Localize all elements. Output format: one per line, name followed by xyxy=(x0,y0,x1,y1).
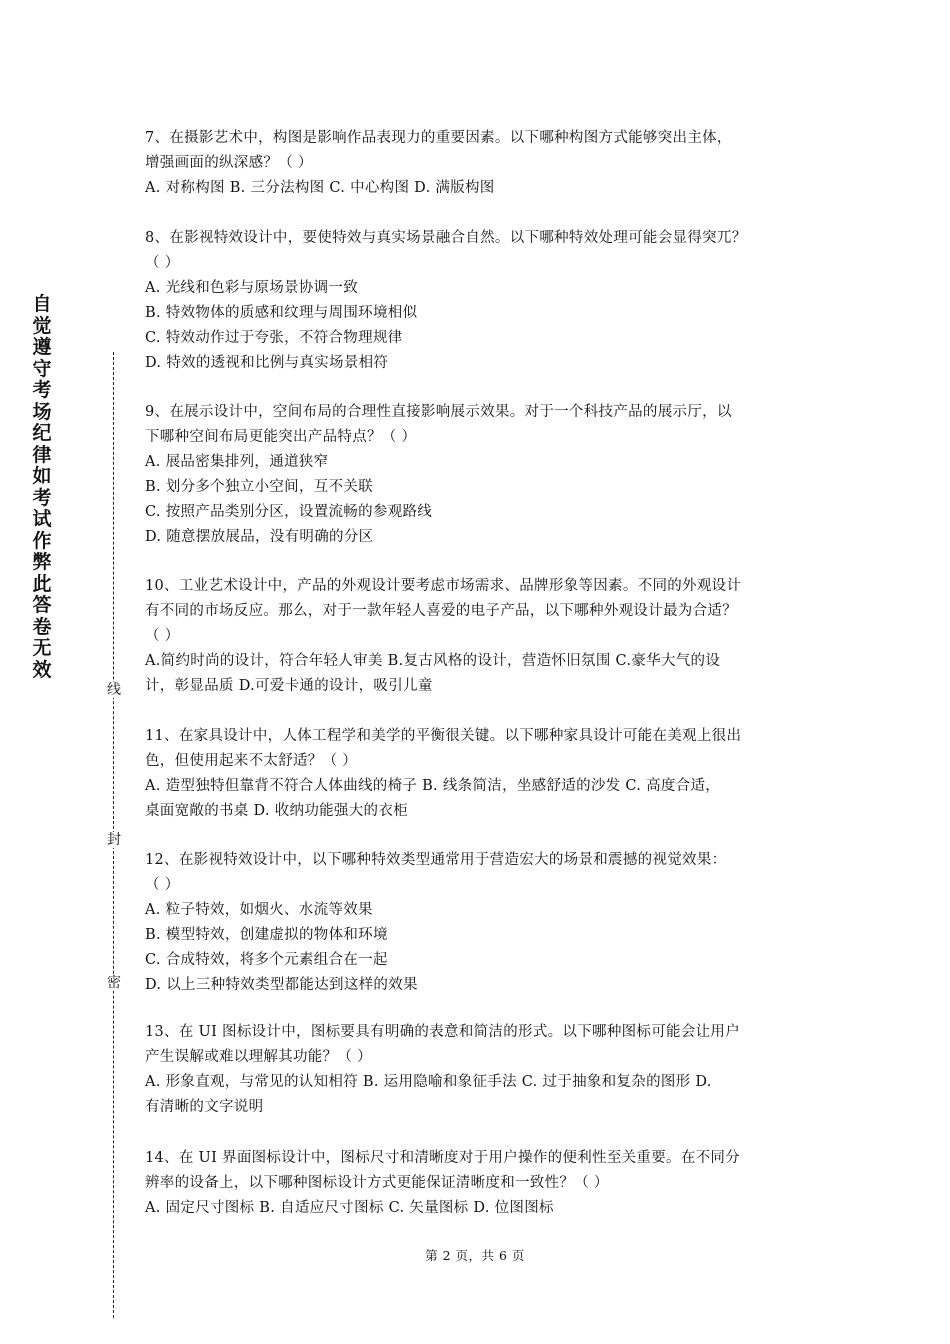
question-11 xyxy=(145,724,815,824)
question-text: （ ） xyxy=(145,877,180,893)
question-9 xyxy=(145,400,815,550)
binding-label-seal: 封 xyxy=(107,832,121,848)
question-text: 11、在家具设计中，人体工程学和美学的平衡很关键。以下哪种家具设计可能在美观上很出 xyxy=(145,728,742,744)
question-text: 辨率的设备上，以下哪种图标设计方式更能保证清晰度和一致性？（ ） xyxy=(145,1175,609,1191)
option-c: C. 特效动作过于夸张，不符合物理规律 xyxy=(145,330,403,346)
question-text: （ ） xyxy=(145,255,180,271)
question-text: 下哪种空间布局更能突出产品特点？（ ） xyxy=(145,429,417,445)
question-text: 增强画面的纵深感？（ ） xyxy=(145,155,313,171)
question-text: 7、在摄影艺术中，构图是影响作品表现力的重要因素。以下哪种构图方式能够突出主体， xyxy=(145,130,732,146)
question-options: A. 固定尺寸图标 B. 自适应尺寸图标 C. 矢量图标 D. 位图图标 xyxy=(145,1200,554,1216)
option-b: B. 特效物体的质感和纹理与周围环境相似 xyxy=(145,305,418,321)
option-a: A. 光线和色彩与原场景协调一致 xyxy=(145,280,358,296)
exam-discipline-warning: 自觉遵守考场纪律如考试作弊此答卷无效 xyxy=(32,293,52,681)
question-options: 桌面宽敞的书桌 D. 收纳功能强大的衣柜 xyxy=(145,803,408,819)
option-d: D. 特效的透视和比例与真实场景相符 xyxy=(145,355,389,371)
question-13 xyxy=(145,1020,815,1120)
question-10 xyxy=(145,574,815,699)
question-text: 14、在 UI 界面图标设计中，图标尺寸和清晰度对于用户操作的便利性至关重要。在不同分 xyxy=(145,1150,741,1166)
question-text: 产生误解或难以理解其功能？（ ） xyxy=(145,1049,372,1065)
option-d: D. 随意摆放展品，没有明确的分区 xyxy=(145,529,374,545)
binding-label-line: 线 xyxy=(107,682,121,698)
question-text: 9、在展示设计中，空间布局的合理性直接影响展示效果。对于一个科技产品的展示厅，以 xyxy=(145,404,732,420)
question-8 xyxy=(145,226,815,376)
question-7 xyxy=(145,126,815,201)
question-text: 13、在 UI 图标设计中，图标要具有明确的表意和简洁的形式。以下哪种图标可能会让用户 xyxy=(145,1024,741,1040)
question-12 xyxy=(145,848,815,998)
question-text: 8、在影视特效设计中，要使特效与真实场景融合自然。以下哪种特效处理可能会显得突兀？ xyxy=(145,230,747,246)
question-text: （ ） xyxy=(145,628,180,644)
binding-label-tight: 密 xyxy=(107,975,121,991)
question-text: 12、在影视特效设计中，以下哪种特效类型通常用于营造宏大的场景和震撼的视觉效果： xyxy=(145,852,727,868)
option-a: A. 粒子特效，如烟火、水流等效果 xyxy=(145,902,373,918)
question-text: 有不同的市场反应。那么，对于一款年轻人喜爱的电子产品，以下哪种外观设计最为合适？ xyxy=(145,603,737,619)
question-options: A.简约时尚的设计，符合年轻人审美 B.复古风格的设计，营造怀旧氛围 C.豪华大气的设 xyxy=(145,653,721,669)
option-b: B. 划分多个独立小空间，互不关联 xyxy=(145,479,373,495)
option-a: A. 展品密集排列，通道狭窄 xyxy=(145,454,329,470)
question-14 xyxy=(145,1146,815,1221)
question-options: A. 形象直观，与常见的认知相符 B. 运用隐喻和象征手法 C. 过于抽象和复杂的图形 D. xyxy=(145,1074,712,1090)
question-options: A. 对称构图 B. 三分法构图 C. 中心构图 D. 满版构图 xyxy=(145,180,495,196)
question-text: 色，但使用起来不太舒适？（ ） xyxy=(145,753,358,769)
option-c: C. 按照产品类别分区，设置流畅的参观路线 xyxy=(145,504,433,520)
question-options: A. 造型独特但靠背不符合人体曲线的椅子 B. 线条简洁，坐感舒适的沙发 C. 高度合适， xyxy=(145,778,721,794)
page-number: 第 2 页，共 6 页 xyxy=(425,1248,525,1263)
option-d: D. 以上三种特效类型都能达到这样的效果 xyxy=(145,977,418,993)
question-text: 10、工业艺术设计中，产品的外观设计要考虑市场需求、品牌形象等因素。不同的外观设计 xyxy=(145,578,742,594)
question-options: 有清晰的文字说明 xyxy=(145,1099,264,1115)
option-b: B. 模型特效，创建虚拟的物体和环境 xyxy=(145,927,388,943)
question-options: 计，彰显品质 D.可爱卡通的设计，吸引儿童 xyxy=(145,678,433,694)
option-c: C. 合成特效，将多个元素组合在一起 xyxy=(145,952,388,968)
